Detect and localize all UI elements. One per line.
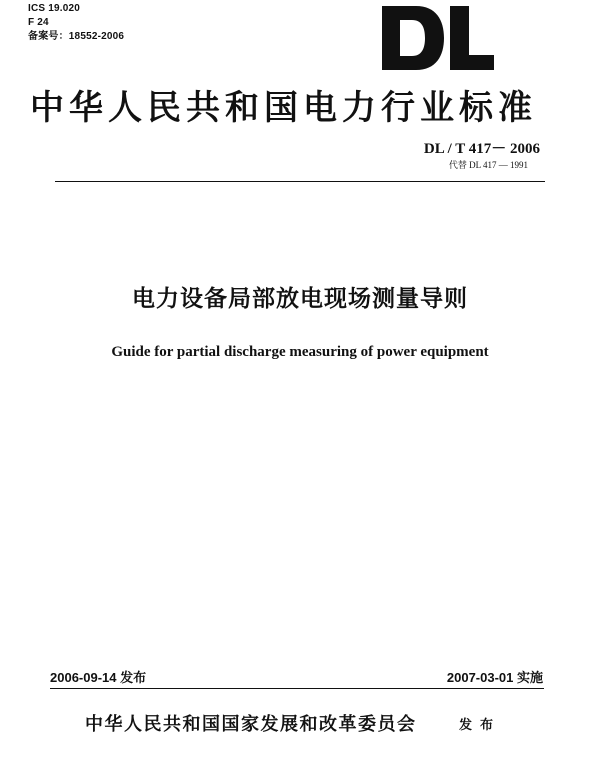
standard-number: DL / T 417－ 2006 (423, 141, 540, 157)
bottom-divider (50, 688, 544, 689)
effective-date: 2007-03-01 实施 (446, 670, 543, 685)
top-divider (55, 181, 545, 182)
ccs-code: F 24 (28, 17, 49, 28)
chinese-title: 电力设备局部放电现场测量导则 (132, 286, 468, 312)
replaces-standard: 代替 DL 417 — 1991 (448, 160, 528, 170)
dl-logo (378, 0, 498, 76)
publish-label: 发布 (459, 718, 502, 733)
english-title: Guide for partial discharge measuring of power equipment (111, 344, 489, 360)
issuer-title: 中华人民共和国电力行业标准 (30, 88, 537, 128)
record-number: 备案号：18552-2006 (28, 31, 125, 42)
issuing-authority: 中华人民共和国国家发展和改革委员会 (85, 714, 417, 735)
issue-date: 2006-09-14 发布 (50, 670, 147, 685)
ics-code: ICS 19.020 (28, 3, 81, 14)
